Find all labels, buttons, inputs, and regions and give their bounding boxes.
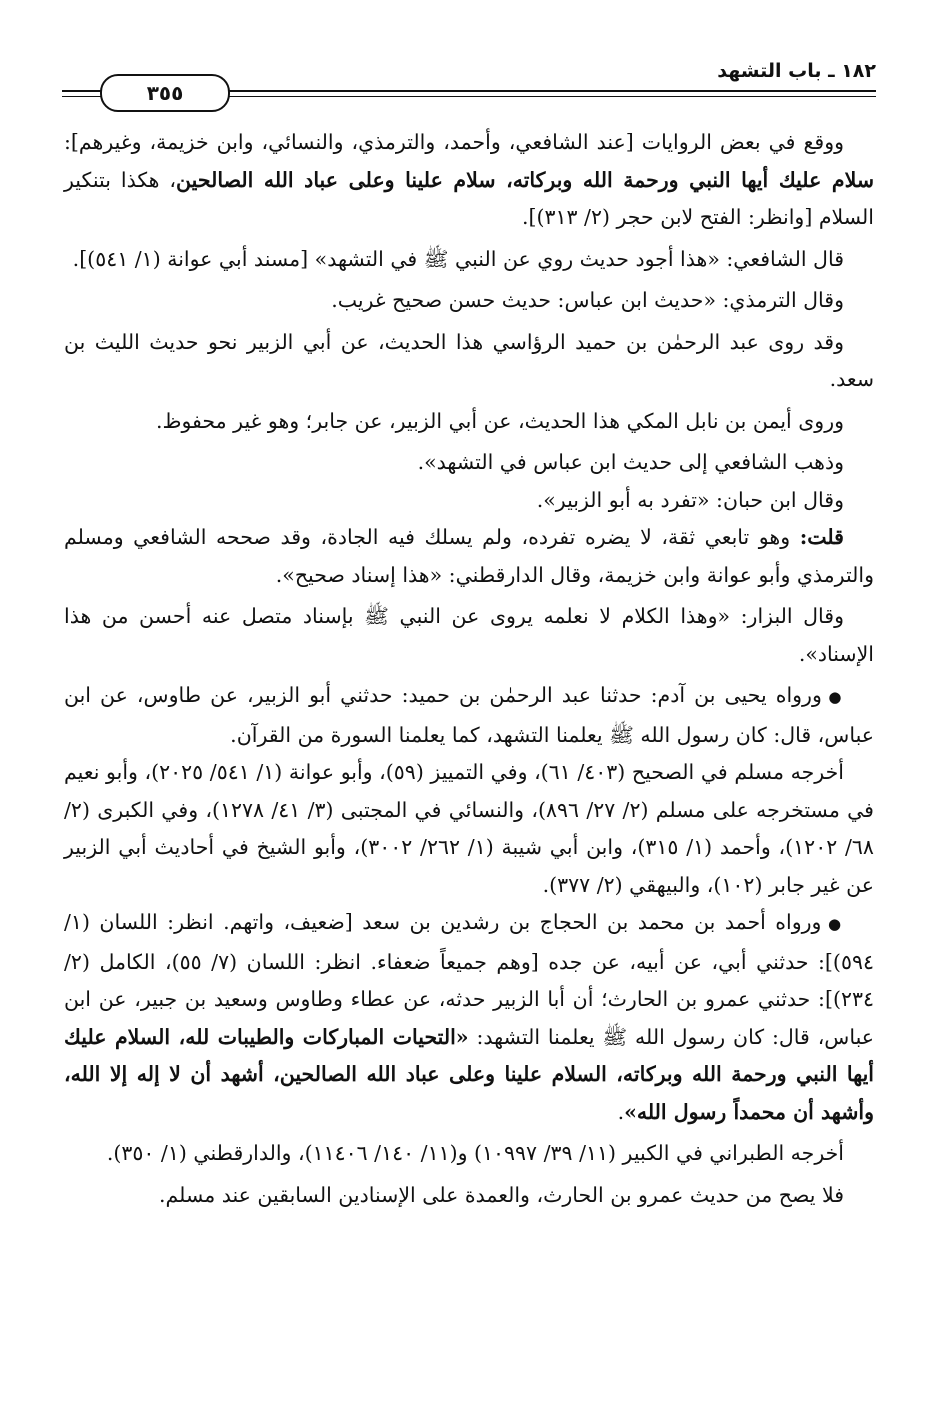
bold-text: سلام عليك أيها النبي ورحمة الله وبركاته، سلام علينا وعلى عباد الله الصالحين: [176, 167, 874, 192]
paragraph: أخرجه الطبراني في الكبير (١١/ ٣٩/ ١٠٩٩٧) و(١١/ ١٤٠/ ١١٤٠٦)، والدارقطني (١/ ٣٥٠).: [106, 1141, 844, 1165]
paragraph: وقد روى عبد الرحمٰن بن حميد الرؤاسي هذا الحديث، عن أبي الزبير نحو حديث الليث بن سعد.: [64, 329, 874, 391]
paragraph: وقال ابن حبان: «تفرد به أبو الزبير».: [536, 487, 844, 512]
page-number: ٣٥٥: [100, 74, 230, 112]
chapter-title: ١٨٢ ـ باب التشهد: [717, 60, 876, 82]
bold-text: «التحيات المباركات والطيبات لله، السلام عليك أيها النبي ورحمة الله وبركاته، السلام علينا وعلى عباد الله الصالحين، أشهد أن لا إله إلا الله، وأشهد أن محمداً رسول الله»: [64, 1024, 874, 1124]
paragraph: فلا يصح من حديث عمرو بن الحارث، والعمدة على الإسنادين السابقين عند مسلم.: [159, 1182, 844, 1207]
paragraph: [64, 519, 874, 594]
bullet-icon: ●: [828, 688, 844, 706]
paragraph: [64, 677, 874, 754]
paragraph: أخرجه مسلم في الصحيح (٤٠٣/ ٦١)، وفي التمييز (٥٩)، وأبو عوانة (١/ ٥٤١/ ٢٠٢٥)، وأبو نعيم في مستخرجه على مسلم (٢/ ٢٧/ ٨٩٦)، والنسائي في المجتبى (٣/ ٤١/ ١٢٧٨)، وفي الكبرى (٢/ ٦٨/ ١٢٠٢)، وأحمد (١/ ٣١٥)، وابن أبي شيبة (١/ ٢٦٢/ ٣٠٠٢)، وأبو الشيخ في أحاديث أبي الزبير عن غير جابر (١٠٢)، والبيهقي (٢/ ٣٧٧).: [64, 760, 874, 897]
paragraph: وذهب الشافعي إلى حديث ابن عباس في التشهد».: [417, 450, 844, 474]
paragraph: [64, 904, 874, 1131]
text-span: ورواه يحيى بن آدم: حدثنا عبد الرحمٰن بن حميد: حدثني أبو الزبير، عن طاوس، عن ابن عباس، قال: كان رسول الله ﷺ يعلمنا التشهد، كما يعلمنا السورة من القرآن.: [64, 683, 874, 747]
paragraph: وقال الترمذي: «حديث ابن عباس: حديث حسن صحيح غريب.: [331, 288, 844, 312]
page-header: [62, 58, 876, 110]
text-span: ورواه أحمد بن محمد بن الحجاج بن رشدين بن سعد [ضعيف، واتهم. انظر: اللسان (١/ ٥٩٤)]: حدثني أبي، عن أبيه، عن جده [وهم جميعاً ضعفاء. انظر: اللسان (٧/ ٥٥)، الكامل (٢/ ٢٣٤)]: حدثني عمرو بن الحارث؛ أن أبا الزبير حدثه، عن عطاء وطاوس وسعيد بن جبير، عن ابن عباس، قال: كان رسول الله ﷺ يعلمنا التشهد:: [64, 910, 874, 1049]
paragraph: وقال البزار: «وهذا الكلام لا نعلمه يروى عن النبي ﷺ بإسناد متصل عنه أحسن من هذا الإسناد».: [64, 604, 874, 666]
bullet-icon: ●: [827, 915, 844, 933]
text-span: وهو تابعي ثقة، لا يضره تفرده، ولم يسلك فيه الجادة، وقد صححه الشافعي ومسلم والترمذي وأبو عوانة وابن خزيمة، وقال الدارقطني: «هذا إسناد صحيح».: [64, 525, 874, 587]
paragraph: وروى أيمن بن نابل المكي هذا الحديث، عن أبي الزبير، عن جابر؛ وهو غير محفوظ.: [155, 408, 844, 433]
paragraph: [64, 124, 874, 237]
text-span: ، هكذا بتنكير السلام [وانظر: الفتح لابن حجر (٢/ ٣١٣)].: [64, 167, 874, 229]
bold-text: قلت:: [799, 525, 844, 549]
text-span: ووقع في بعض الروايات [عند الشافعي، وأحمد، والترمذي، والنسائي، وابن خزيمة، وغيرهم]:: [64, 130, 844, 154]
page-body: [64, 124, 874, 1378]
text-span: .: [617, 1099, 625, 1124]
paragraph: قال الشافعي: «هذا أجود حديث روي عن النبي ﷺ في التشهد» [مسند أبي عوانة (١/ ٥٤١)].: [72, 246, 844, 271]
